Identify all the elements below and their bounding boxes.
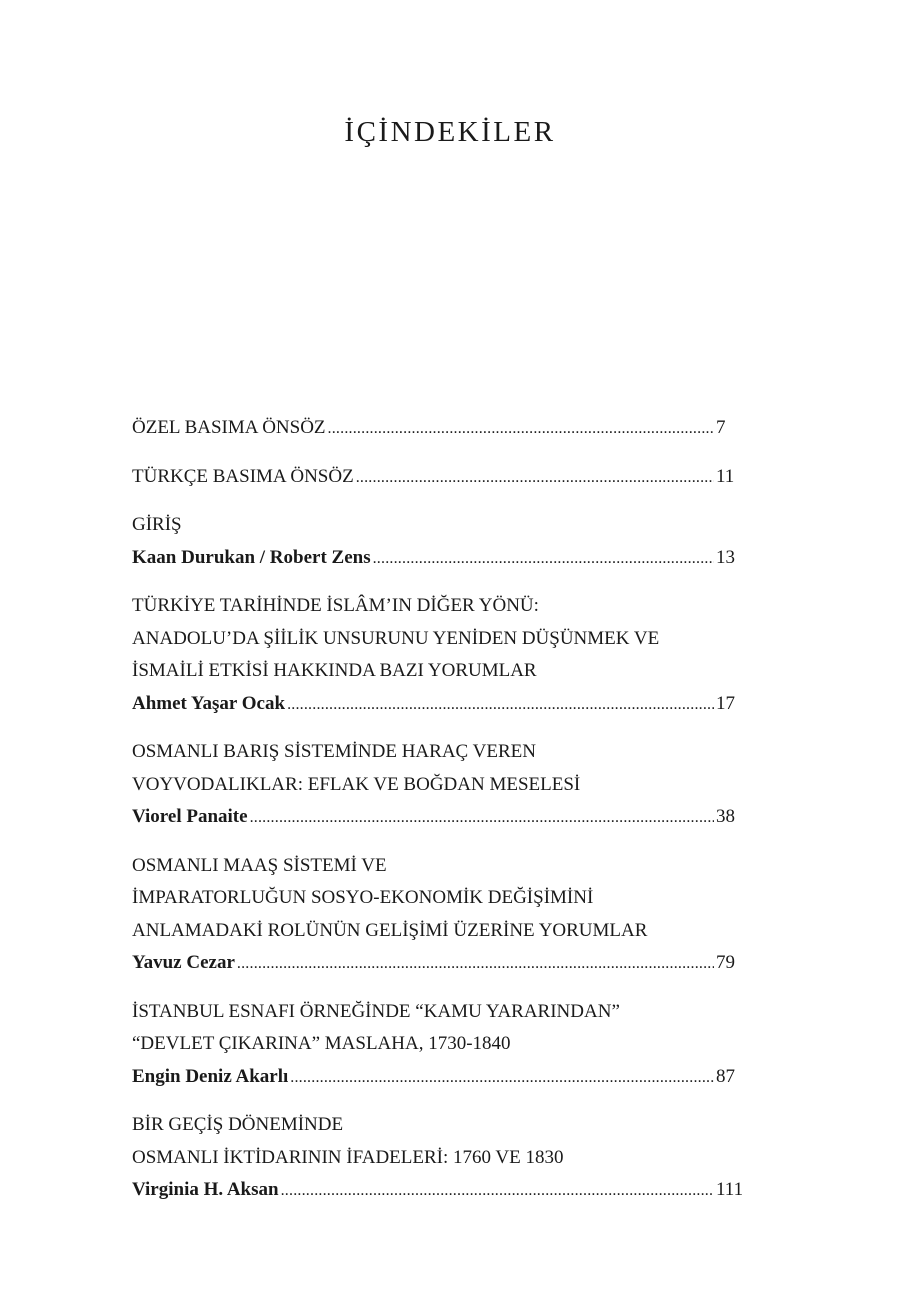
toc-page-number: 7 <box>716 417 726 438</box>
toc-entry-row <box>132 461 748 494</box>
toc-entry-title: TÜRKÇE BASIMA ÖNSÖZ <box>132 465 354 487</box>
toc-entry[interactable] <box>132 996 748 1094</box>
toc-entry-title-line: ANLAMADAKİ ROLÜNÜN GELİŞİMİ ÜZERİNE YORUMLAR <box>132 919 648 941</box>
toc-entry-title-line: OSMANLI MAAŞ SİSTEMİ VE <box>132 854 387 876</box>
toc-dot-leader <box>237 948 714 981</box>
toc-entry[interactable] <box>132 736 748 834</box>
toc-page-number: 13 <box>716 546 735 568</box>
toc-page-number: 87 <box>716 1065 735 1087</box>
toc-entry-row <box>132 542 748 575</box>
toc-entry[interactable] <box>132 590 748 720</box>
toc-dot-leader <box>356 462 714 495</box>
toc-entry-title-line: ANADOLU’DA ŞİİLİK UNSURUNU YENİDEN DÜŞÜNMEK VE <box>132 627 660 649</box>
toc-dot-leader <box>373 543 714 576</box>
toc-page-number: 17 <box>716 692 735 714</box>
toc-entry[interactable] <box>132 412 748 445</box>
toc-entry-author: Engin Deniz Akarlı <box>132 1065 289 1087</box>
toc-dot-leader <box>287 689 714 722</box>
toc-entry-author: Virginia H. Aksan <box>132 1179 279 1200</box>
toc-entry-author: Ahmet Yaşar Ocak <box>132 692 286 714</box>
toc-entry[interactable] <box>132 509 748 574</box>
toc-page-number: 79 <box>716 952 735 973</box>
toc-entry[interactable] <box>132 461 748 494</box>
toc-entry-title: ÖZEL BASIMA ÖNSÖZ <box>132 417 326 438</box>
toc-entry-author: Kaan Durukan / Robert Zens <box>132 546 371 568</box>
toc-entry-row <box>132 688 748 721</box>
toc-dot-leader <box>290 1062 714 1095</box>
toc-entry-title-line: GİRİŞ <box>132 514 182 535</box>
toc-dot-leader <box>281 1175 714 1208</box>
toc-page-number: 11 <box>716 465 735 487</box>
table-of-contents <box>132 412 748 1223</box>
toc-entry-author: Viorel Panaite <box>132 806 248 827</box>
toc-entry-title-line: “DEVLET ÇIKARINA” MASLAHA, 1730-1840 <box>132 1033 511 1054</box>
toc-entry-title-line: OSMANLI BARIŞ SİSTEMİNDE HARAÇ VEREN <box>132 741 536 762</box>
page-title: İÇİNDEKİLER <box>344 116 556 148</box>
toc-entry-author: Yavuz Cezar <box>132 952 235 973</box>
toc-entry-row <box>132 947 748 980</box>
toc-dot-leader <box>328 413 714 446</box>
toc-page-number: 111 <box>716 1179 744 1200</box>
toc-entry[interactable] <box>132 850 748 980</box>
toc-entry-title-line: TÜRKİYE TARİHİNDE İSLÂM’IN DİĞER YÖNÜ: <box>132 595 539 616</box>
toc-entry-title-line: BİR GEÇİŞ DÖNEMİNDE <box>132 1114 344 1135</box>
toc-entry-title-line: İSTANBUL ESNAFI ÖRNEĞİNDE “KAMU YARARINDAN” <box>132 1000 620 1022</box>
toc-entry-row <box>132 801 748 834</box>
toc-entry-title-line: OSMANLI İKTİDARININ İFADELERİ: 1760 VE 1830 <box>132 1146 564 1168</box>
toc-entry-title-line: İSMAİLİ ETKİSİ HAKKINDA BAZI YORUMLAR <box>132 660 537 681</box>
toc-page-number: 38 <box>716 806 735 827</box>
toc-entry-title-line: İMPARATORLUĞUN SOSYO-EKONOMİK DEĞİŞİMİNİ <box>132 887 594 908</box>
toc-dot-leader <box>250 802 714 835</box>
toc-entry-row <box>132 1061 748 1094</box>
toc-entry[interactable] <box>132 1109 748 1207</box>
toc-entry-row <box>132 1174 748 1207</box>
toc-entry-row <box>132 412 748 445</box>
toc-entry-title-line: VOYVODALIKLAR: EFLAK VE BOĞDAN MESELESİ <box>132 773 581 795</box>
